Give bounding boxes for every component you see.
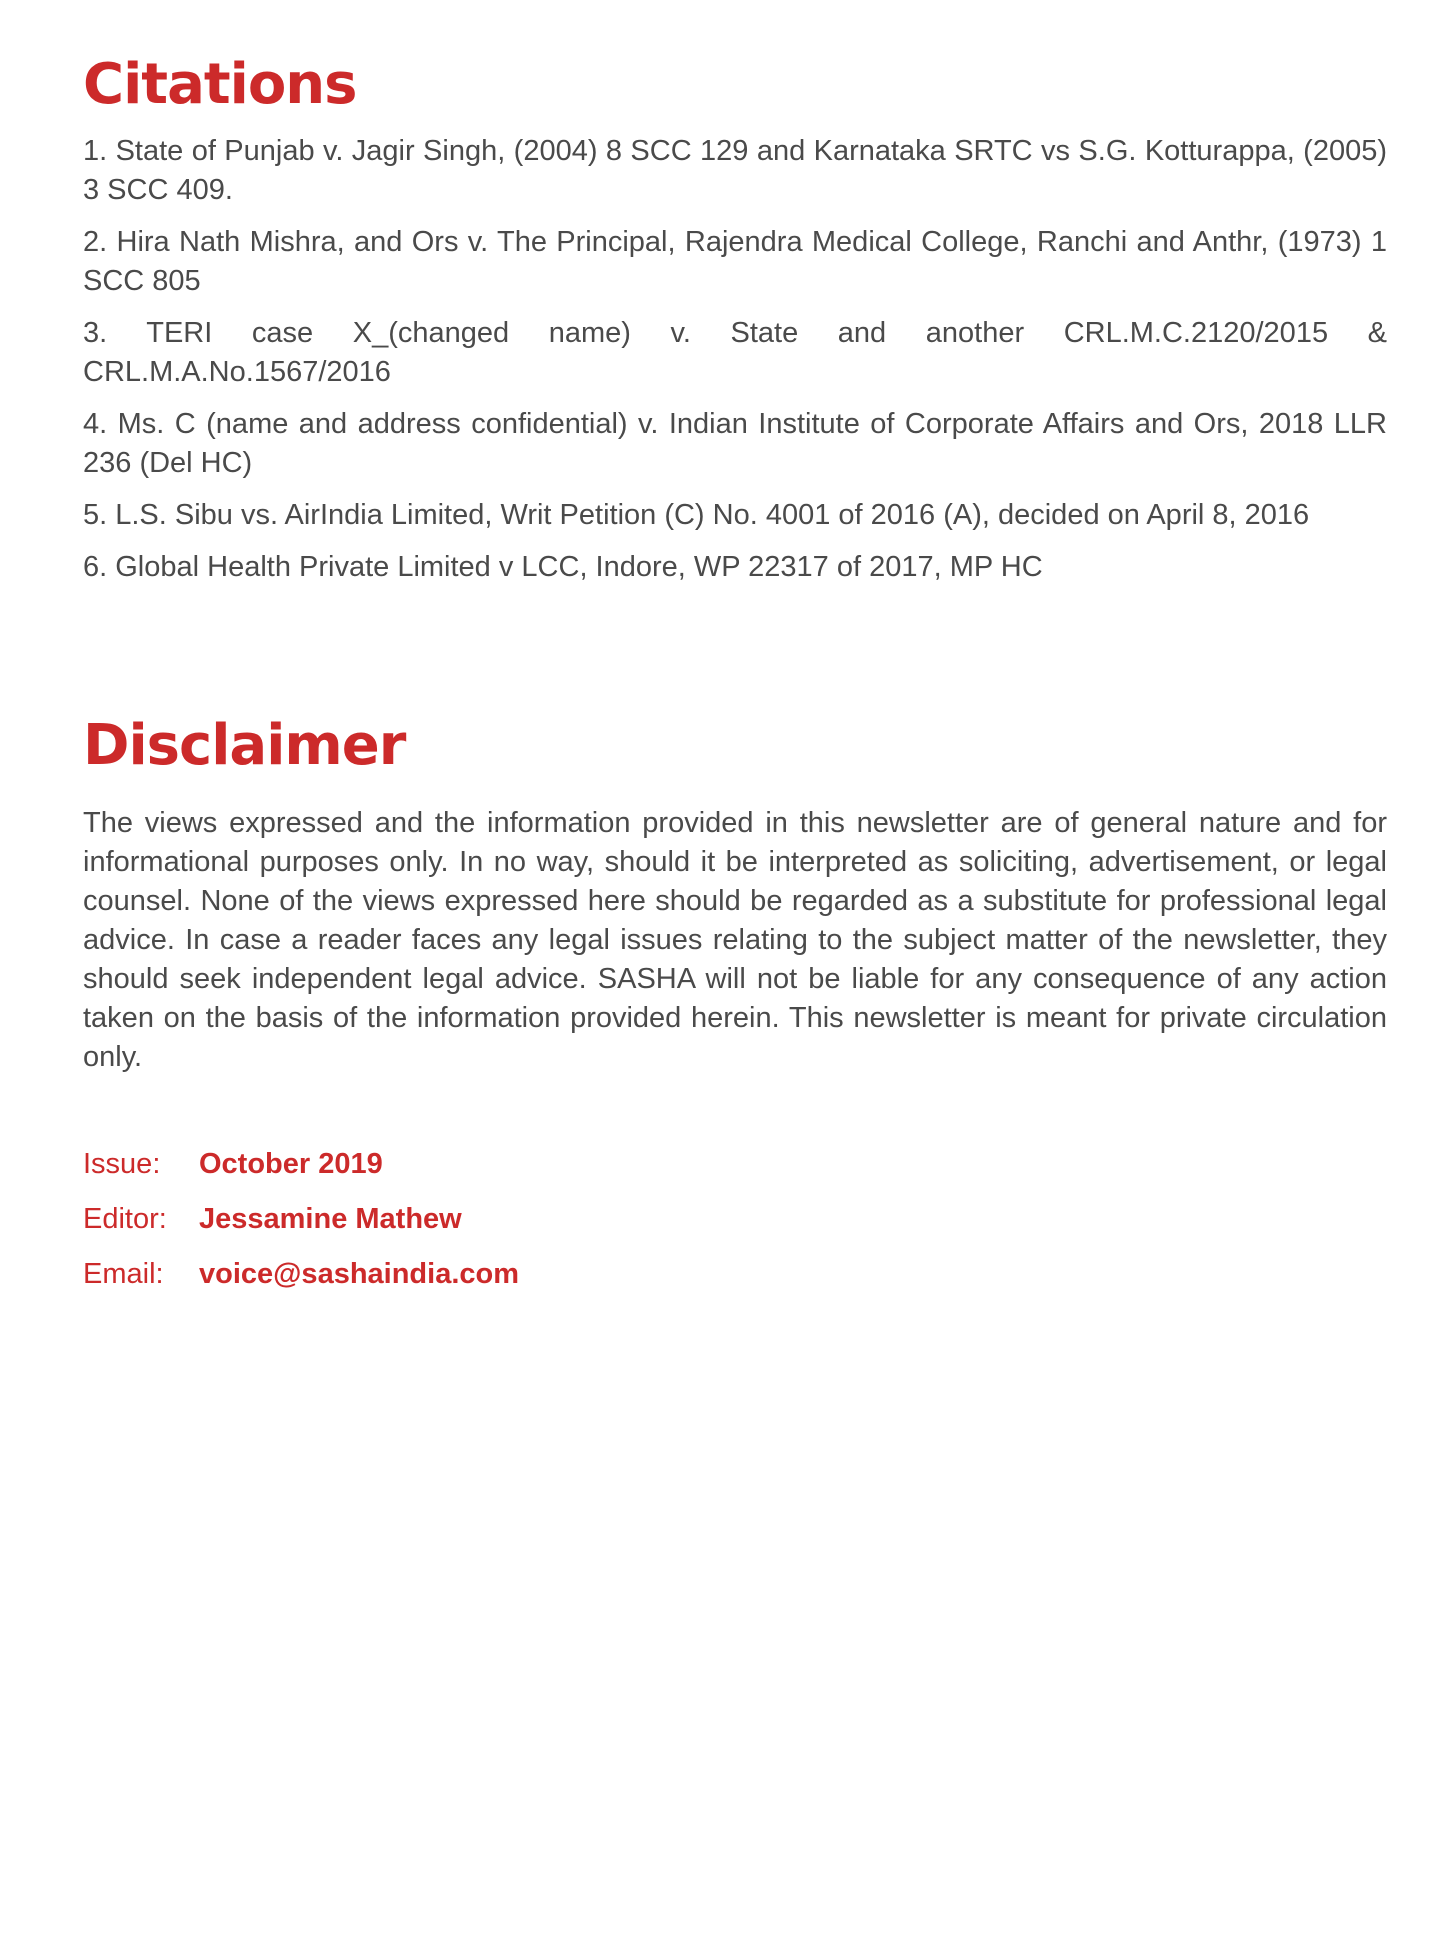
citation-item-4: 4. Ms. C (name and address confidential) v. Indian Institute of Corporate Affairs and Ors, 2018 LLR 236 (Del HC) (83, 408, 1387, 479)
citations-heading: Citations (83, 52, 357, 117)
citation-item-3: 3. TERI case X_(changed name) v. State and another CRL.M.C.2120/2015 & CRL.M.A.No.1567/2016 (83, 317, 1387, 388)
email-row (83, 1258, 519, 1313)
editor-value: Jessamine Mathew (199, 1203, 462, 1235)
disclaimer-text: The views expressed and the information provided in this newsletter are of general nature and for informational purposes only. In no way, should it be interpreted as soliciting, advertisement, or legal counsel. None of the views expressed here should be regarded as a substitute for professional legal advice. In case a reader faces any legal issues relating to the subject matter of the newsletter, they should seek independent legal advice. SASHA will not be liable for any consequence of any action taken on the basis of the information provided herein. This newsletter is meant for private circulation only. (83, 807, 1387, 1073)
citation-list (83, 132, 1387, 600)
issue-details (83, 1148, 519, 1313)
editor-label: Editor: (83, 1203, 167, 1235)
issue-row (83, 1148, 519, 1203)
editor-row (83, 1203, 519, 1258)
disclaimer-heading: Disclaimer (83, 713, 406, 778)
citation-item-6: 6. Global Health Private Limited v LCC, Indore, WP 22317 of 2017, MP HC (83, 551, 1043, 583)
citation-item-2: 2. Hira Nath Mishra, and Ors v. The Principal, Rajendra Medical College, Ranchi and Anthr, (1973) 1 SCC 805 (83, 226, 1387, 297)
email-link[interactable]: voice@sashaindia.com (199, 1258, 520, 1290)
issue-label: Issue: (83, 1148, 161, 1180)
citation-item-5: 5. L.S. Sibu vs. AirIndia Limited, Writ Petition (C) No. 4001 of 2016 (A), decided on April 8, 2016 (83, 499, 1310, 531)
issue-value: October 2019 (199, 1148, 383, 1180)
citation-item-1: 1. State of Punjab v. Jagir Singh, (2004) 8 SCC 129 and Karnataka SRTC vs S.G. Kotturappa, (2005) 3 SCC 409. (83, 135, 1387, 206)
email-label: Email: (83, 1258, 164, 1290)
